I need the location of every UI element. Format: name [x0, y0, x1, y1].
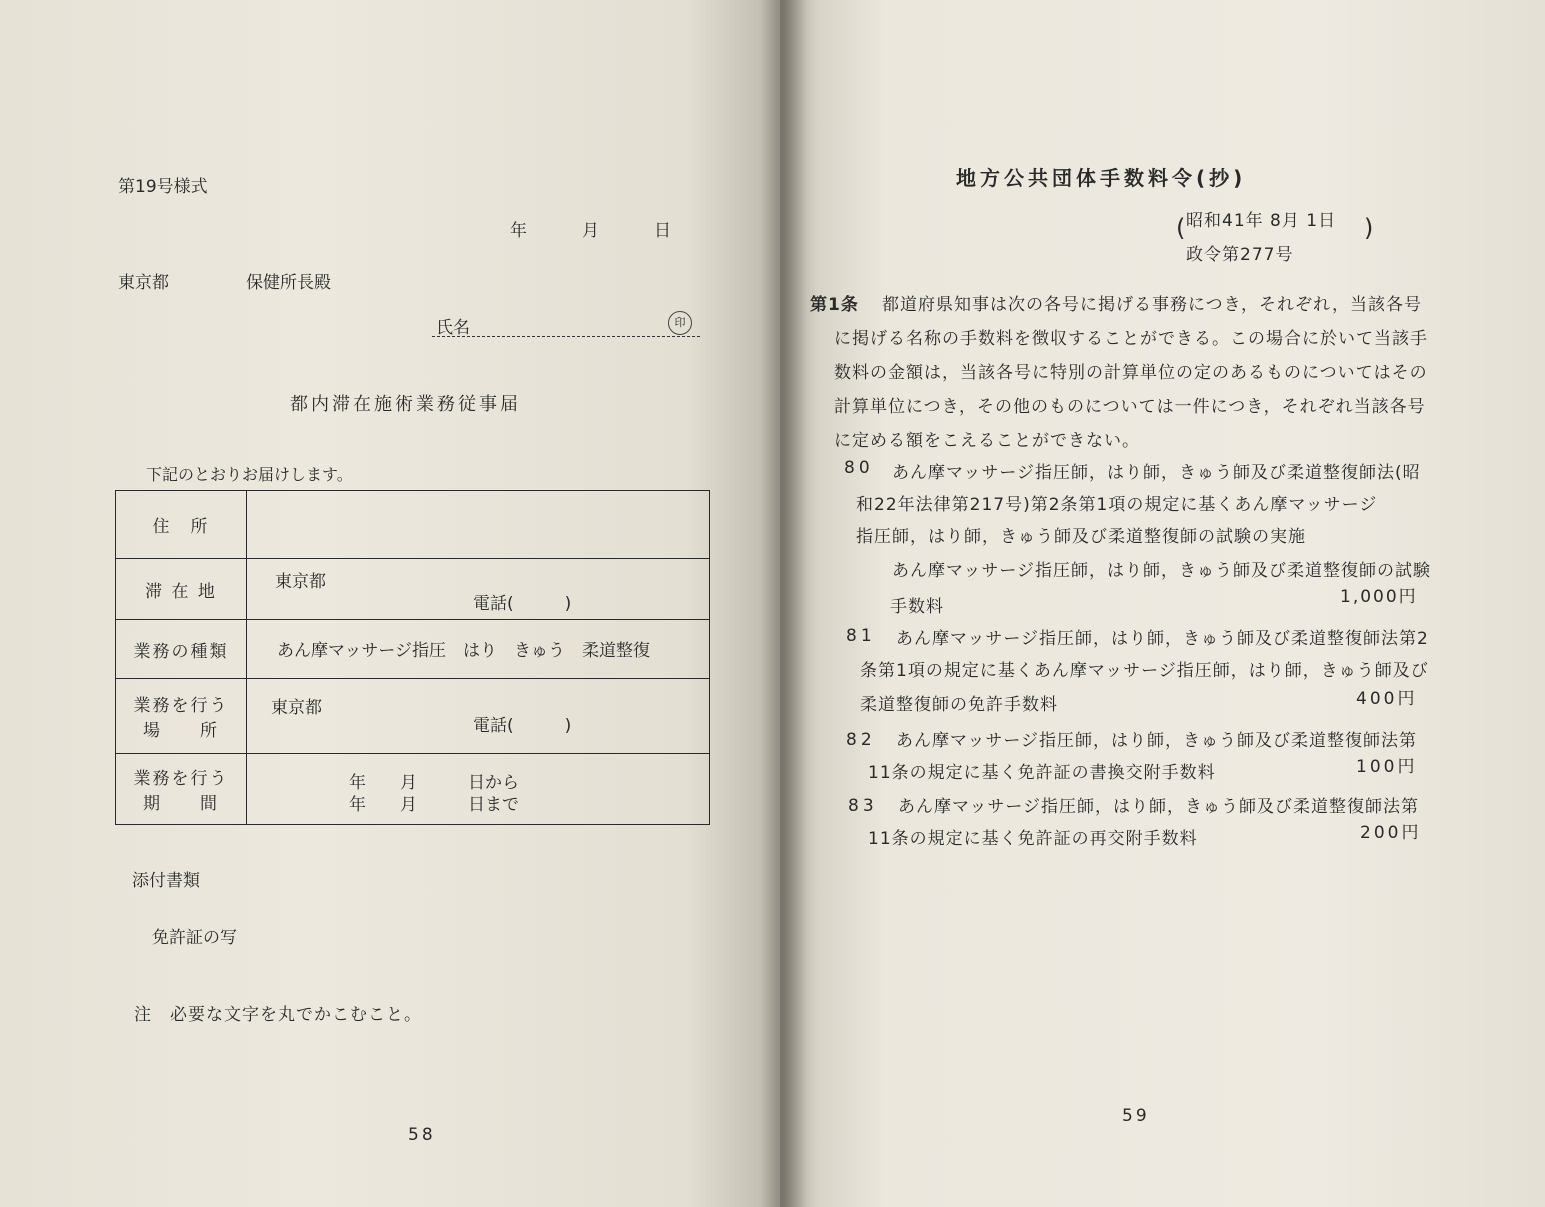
row-address [116, 491, 710, 559]
ordinance-number: 政令第277号 [1186, 245, 1294, 265]
label-address: 住 所 [116, 491, 247, 559]
item-83-line-1: あん摩マッサージ指圧師，はり師，きゅう師及び柔道整復師法第 [898, 797, 1419, 817]
value-period [247, 754, 710, 825]
value-stay [247, 559, 710, 620]
value-address [247, 491, 710, 559]
form-title: 都内滞在施術業務従事届 [290, 394, 521, 415]
paren-open: ( [1176, 214, 1187, 242]
item-80-fee-name-1: あん摩マッサージ指圧師，はり師，きゅう師及び柔道整復師の試験 [892, 561, 1431, 581]
item-80-amount: 1,000円 [1340, 587, 1418, 607]
article-line-4: 計算単位につき，その他のものについては一件につき，それぞれ当該各号 [834, 397, 1426, 417]
article-line-3: 数料の金額は，当該各号に特別の計算単位の定のあるものについてはその [834, 363, 1428, 383]
ordinance-title: 地方公共団体手数料令(抄) [956, 166, 1247, 190]
right-page [780, 0, 1545, 1207]
book-gutter-shadow [760, 0, 806, 1207]
item-83-amount: 200円 [1360, 823, 1422, 843]
period-to: 年 月 日まで [349, 795, 519, 815]
signature-line [432, 336, 700, 337]
row-stay [116, 559, 710, 620]
form-table [115, 490, 710, 825]
enactment-date: 昭和41年 8月 1日 [1186, 211, 1337, 231]
item-83-line-2: 11条の規定に基く免許証の再交附手数料 [868, 829, 1198, 849]
date-year: 年 [510, 221, 527, 241]
page-number-right: 59 [1122, 1106, 1150, 1126]
date-day: 日 [654, 221, 671, 241]
row-type [116, 620, 710, 679]
row-period [116, 754, 710, 825]
seal-mark: 印 [668, 311, 692, 335]
addressee-office: 保健所長殿 [246, 273, 331, 293]
stay-phone: 電話( ) [473, 594, 572, 614]
article-line-5: に定める額をこえることができない。 [834, 431, 1140, 451]
article-label: 第1条 [810, 295, 859, 315]
period-from: 年 月 日から [349, 773, 519, 793]
row-place [116, 679, 710, 754]
place-pref: 東京都 [271, 698, 322, 718]
article-line-2: に掲げる名称の手数料を徴収することができる。この場合に於いて当該手 [834, 329, 1428, 349]
name-label: 氏名 [436, 318, 470, 338]
page-number-left: 58 [408, 1125, 436, 1145]
form-note: 注 必要な文字を丸でかこむこと。 [134, 1005, 422, 1025]
value-place [247, 679, 710, 754]
label-period [116, 754, 247, 825]
label-period-line2: 期 間 [143, 794, 219, 814]
label-place-line2: 場 所 [143, 721, 219, 741]
label-stay: 滞 在 地 [116, 559, 247, 620]
item-81-amount: 400円 [1356, 689, 1418, 709]
form-intro: 下記のとおりお届けします。 [146, 465, 353, 484]
label-place-line1: 業務を行う [133, 696, 229, 716]
item-81-line-2: 条第1項の規定に基くあん摩マッサージ指圧師，はり師，きゅう師及び [860, 661, 1429, 681]
date-month: 月 [582, 221, 599, 241]
item-81-line-1: あん摩マッサージ指圧師，はり師，きゅう師及び柔道整復師法第2 [896, 629, 1429, 649]
item-80-line-1: あん摩マッサージ指圧師，はり師，きゅう師及び柔道整復師法(昭 [892, 463, 1421, 483]
attachments-label: 添付書類 [132, 871, 200, 891]
form-number: 第19号様式 [118, 177, 208, 197]
attachment-item: 免許証の写 [152, 928, 237, 948]
label-type: 業務の種類 [116, 620, 247, 679]
item-82-number: 82 [846, 730, 876, 750]
type-value: あん摩マッサージ指圧 はり きゅう 柔道整復 [277, 641, 650, 661]
item-81-line-3: 柔道整復師の免許手数料 [860, 695, 1058, 715]
stay-pref: 東京都 [275, 572, 326, 592]
item-80-line-3: 指圧師，はり師，きゅう師及び柔道整復師の試験の実施 [856, 527, 1306, 547]
item-83-number: 83 [848, 796, 878, 816]
item-80-line-2: 和22年法律第217号)第2条第1項の規定に基くあん摩マッサージ [856, 495, 1378, 515]
article-line-1: 都道府県知事は次の各号に掲げる事務につき，それぞれ，当該各号 [882, 295, 1422, 315]
place-phone: 電話( ) [473, 716, 572, 736]
label-place [116, 679, 247, 754]
item-80-number: 80 [844, 458, 874, 478]
item-81-number: 81 [846, 626, 876, 646]
label-period-line1: 業務を行う [133, 769, 229, 789]
value-type [247, 620, 710, 679]
item-82-amount: 100円 [1356, 757, 1418, 777]
item-82-line-1: あん摩マッサージ指圧師，はり師，きゅう師及び柔道整復師法第 [896, 731, 1417, 751]
addressee-pref: 東京都 [118, 273, 169, 293]
item-82-line-2: 11条の規定に基く免許証の書換交附手数料 [868, 763, 1216, 783]
paren-close: ) [1364, 214, 1375, 242]
item-80-fee-name-2: 手数料 [890, 597, 944, 617]
